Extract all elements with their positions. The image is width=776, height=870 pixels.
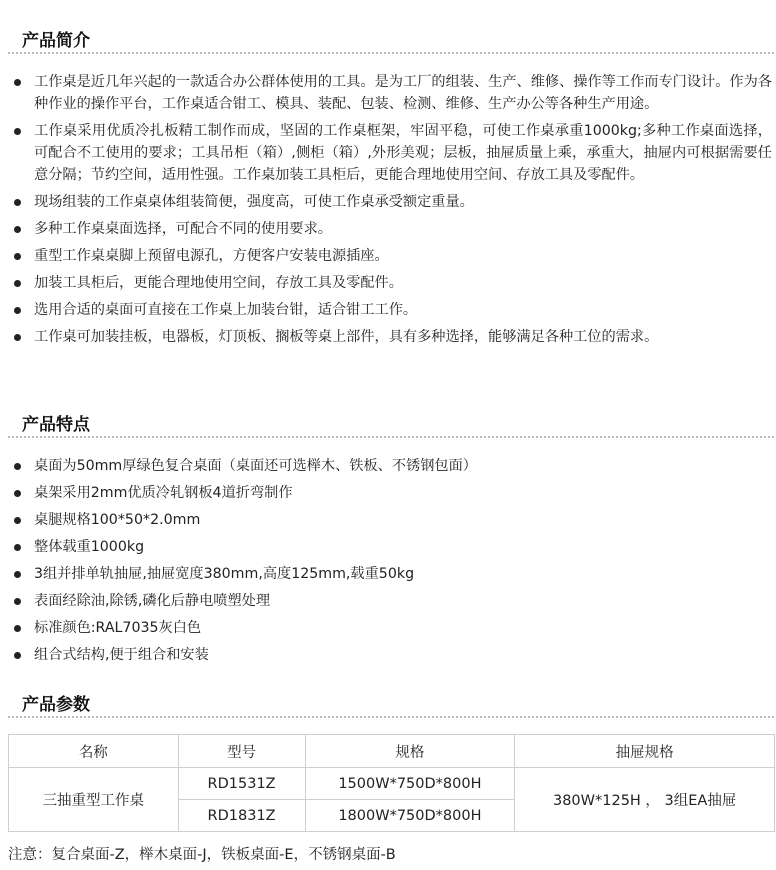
intro-list: [8, 71, 772, 353]
table-row: [9, 768, 775, 800]
header-model: 型号: [178, 735, 305, 768]
surface-code-note: 注意：复合桌面-Z，榉木桌面-J，铁板桌面-E，不锈钢桌面-B: [8, 847, 396, 863]
feature-item: 整体载重1000kg: [8, 536, 772, 558]
intro-section-title: 产品简介: [22, 31, 90, 51]
features-list: [8, 455, 772, 671]
feature-item: 标准颜色:RAL7035灰白色: [8, 617, 772, 639]
model-cell: RD1831Z: [178, 800, 305, 832]
params-table: [8, 734, 775, 832]
intro-item: 工作桌是近几年兴起的一款适合办公群体使用的工具。是为工厂的组装、生产、维修、操作等工作而专门设计。作为各种作业的操作平台，工作桌适合钳工、模具、装配、包装、检测、维修、生产办公等各种生产用途。: [8, 71, 772, 115]
intro-item: 重型工作桌桌脚上预留电源孔，方便客户安装电源插座。: [8, 245, 772, 267]
header-name: 名称: [9, 735, 179, 768]
table-header-row: [9, 735, 775, 768]
spec-cell: 1800W*750D*800H: [305, 800, 515, 832]
feature-item: 3组并排单轨抽屉,抽屉宽度380mm,高度125mm,载重50kg: [8, 563, 772, 585]
model-cell: RD1531Z: [178, 768, 305, 800]
intro-item: 工作桌可加装挂板，电器板，灯顶板、搁板等桌上部件，具有多种选择，能够满足各种工位的需求。: [8, 326, 772, 348]
header-spec: 规格: [305, 735, 515, 768]
features-section-title: 产品特点: [22, 415, 90, 435]
intro-item: 选用合适的桌面可直接在工作桌上加装台钳，适合钳工工作。: [8, 299, 772, 321]
features-section-header: [8, 408, 774, 438]
spec-cell: 1500W*750D*800H: [305, 768, 515, 800]
drawer-spec-cell: 380W*125H ， 3组EA抽屉: [515, 768, 775, 832]
intro-item: 工作桌采用优质冷扎板精工制作而成，坚固的工作桌框架，牢固平稳，可使工作桌承重1000kg;多种工作桌面选择，可配合不工使用的要求；工具吊柜（箱）,侧柜（箱）,外形美观；层板，抽屉质量上乘，承重大，抽屉内可根据需要任意分隔；节约空间，适用性强。工作桌加装工具柜后，更能合理地使用空间、存放工具及零配件。: [8, 120, 772, 186]
feature-item: 桌架采用2mm优质冷轧钢板4道折弯制作: [8, 482, 772, 504]
params-section-title: 产品参数: [22, 695, 90, 715]
params-section-header: [8, 688, 774, 718]
feature-item: 组合式结构,便于组合和安装: [8, 644, 772, 666]
feature-item: 桌腿规格100*50*2.0mm: [8, 509, 772, 531]
intro-item: 多种工作桌桌面选择，可配合不同的使用要求。: [8, 218, 772, 240]
intro-item: 加装工具柜后，更能合理地使用空间，存放工具及零配件。: [8, 272, 772, 294]
intro-section-header: [8, 24, 774, 54]
feature-item: 桌面为50mm厚绿色复合桌面（桌面还可选榉木、铁板、不锈钢包面）: [8, 455, 772, 477]
header-drawer-spec: 抽屉规格: [515, 735, 775, 768]
feature-item: 表面经除油,除锈,磷化后静电喷塑处理: [8, 590, 772, 612]
intro-item: 现场组装的工作桌桌体组装简便，强度高，可使工作桌承受额定重量。: [8, 191, 772, 213]
product-name-cell: 三抽重型工作桌: [9, 768, 179, 832]
